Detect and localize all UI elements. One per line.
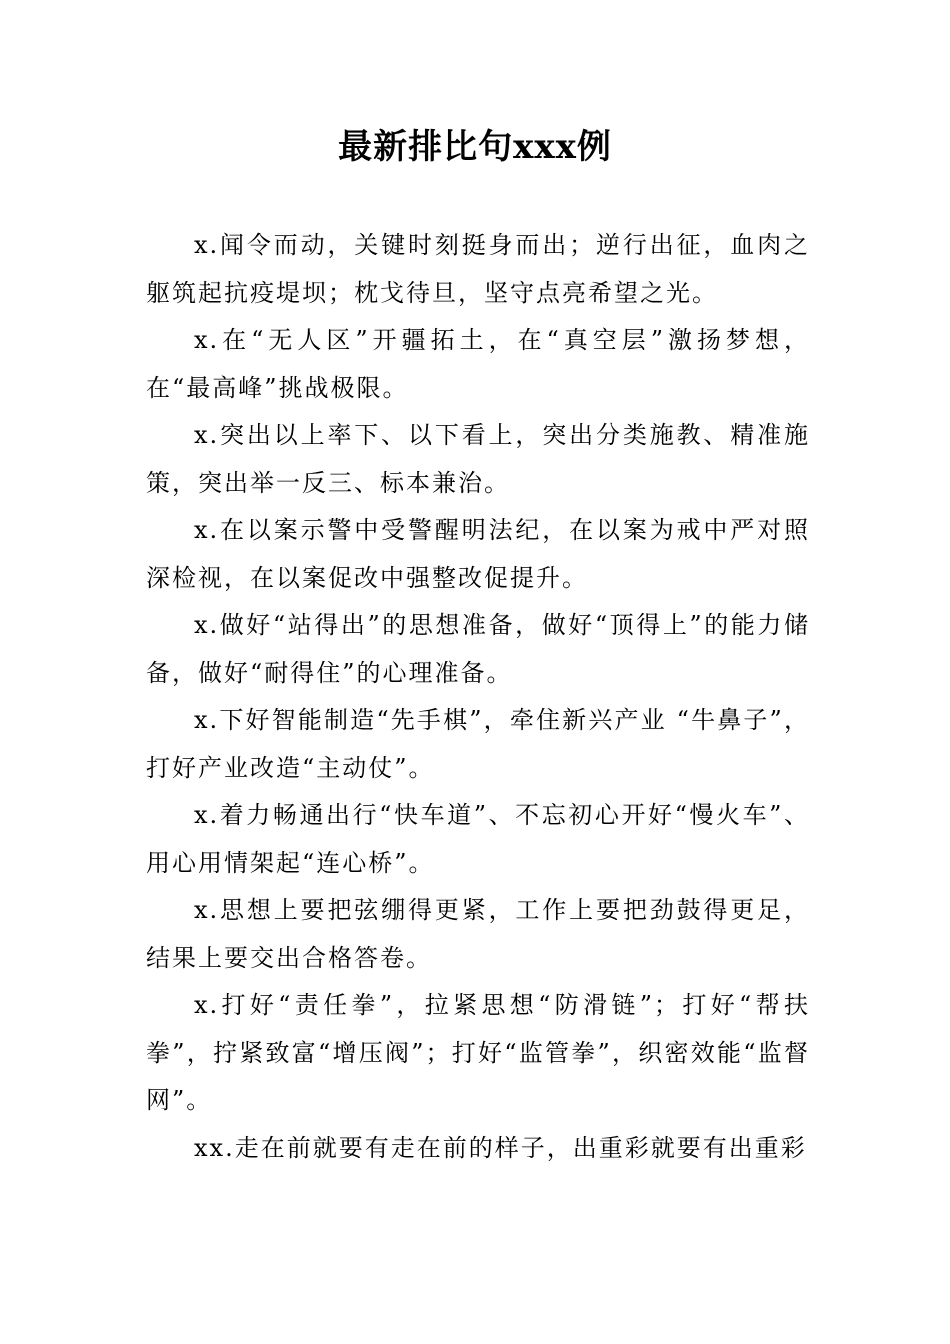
paragraph: x.下好智能制造“先手棋”，牵住新兴产业 “牛鼻子”， 打好产业改造“主动仗”。 <box>146 706 810 782</box>
paragraph: x.打好“责任拳”，拉紧思想“防滑链”；打好“帮扶拳”，拧紧致富“增压阀”；打好“监管拳”，织密效能“监督网”。 <box>146 991 810 1114</box>
paragraph: x.突出以上率下、以下看上，突出分类施教、精准施策，突出举一反三、标本兼治。 <box>146 421 810 497</box>
paragraph: x.在“无人区”开疆拓土，在“真空层”激扬梦想，在“最高峰”挑战极限。 <box>146 326 810 402</box>
document-title: 最新排比句xxx例 <box>338 127 612 167</box>
paragraph: xx.走在前就要有走在前的样子，出重彩就要有出重彩 <box>194 1133 807 1162</box>
paragraph: x.着力畅通出行“快车道”、不忘初心开好“慢火车”、用心用情架起“连心桥”。 <box>146 801 810 877</box>
paragraph: x.做好“站得出”的思想准备，做好“顶得上”的能力储备，做好“耐得住”的心理准备。 <box>146 611 810 687</box>
document-body <box>146 222 810 1172</box>
paragraph: x.闻令而动，关键时刻挺身而出；逆行出征，血肉之躯筑起抗疫堤坝；枕戈待旦，坚守点亮希望之光。 <box>146 231 810 307</box>
paragraph: x.思想上要把弦绷得更紧，工作上要把劲鼓得更足，结果上要交出合格答卷。 <box>146 896 810 972</box>
paragraph: x.在以案示警中受警醒明法纪，在以案为戒中严对照深检视，在以案促改中强整改促提升。 <box>146 516 810 592</box>
